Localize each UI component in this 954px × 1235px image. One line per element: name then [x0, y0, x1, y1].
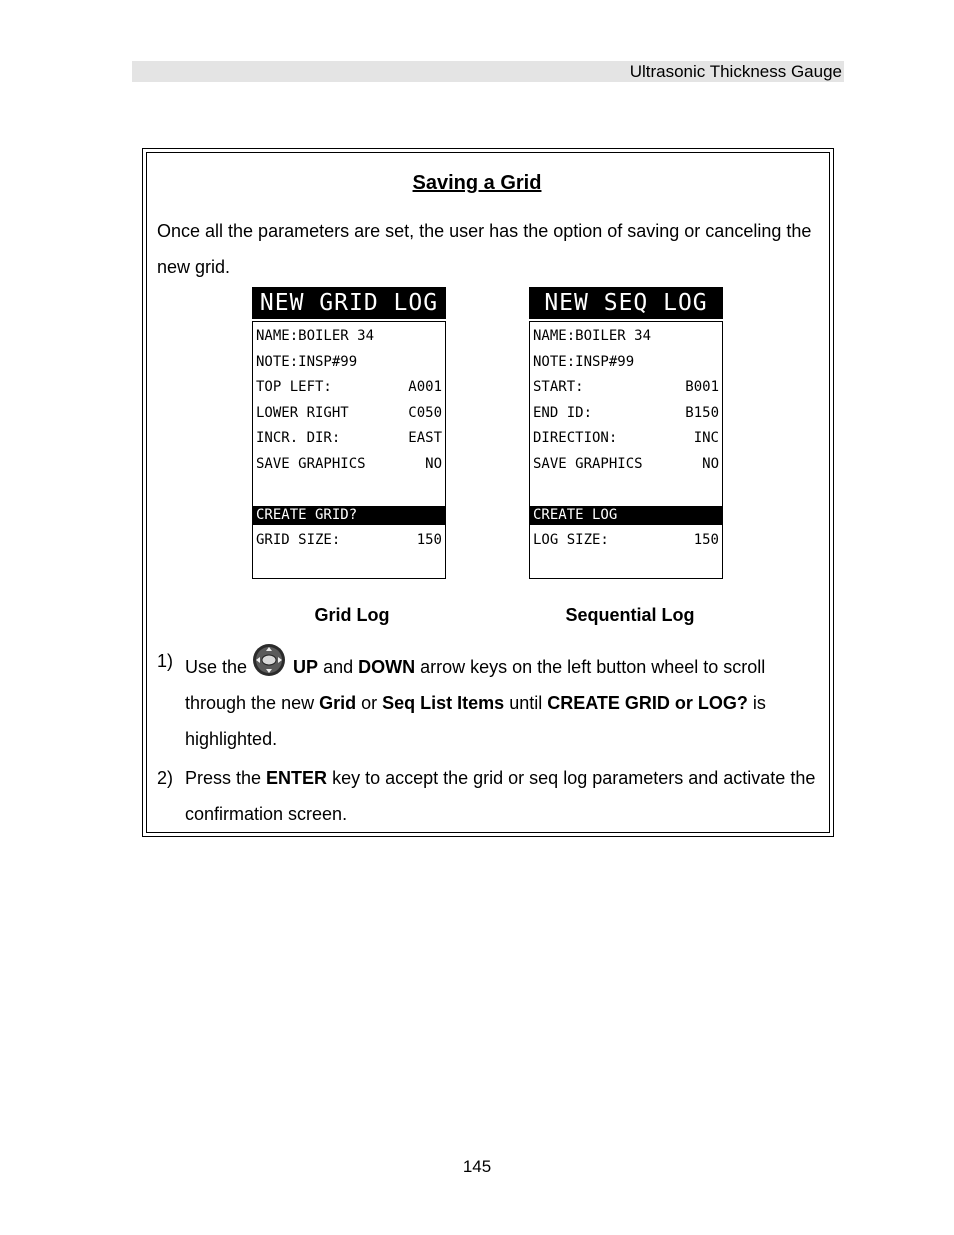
step-number: 2): [157, 768, 174, 788]
row-value: B001: [685, 379, 719, 396]
screen-row: [530, 452, 722, 478]
screen-row: [253, 375, 445, 401]
highlight-label: CREATE LOG: [533, 507, 618, 524]
screen-row: [530, 375, 722, 401]
row-value: NO: [425, 455, 442, 472]
page-number: 145: [462, 1157, 492, 1176]
row-label: LOWER RIGHT: [256, 404, 349, 421]
step-phrase: and: [318, 657, 359, 677]
screen-body: [252, 321, 446, 579]
screen-row: [253, 426, 445, 452]
screen-blank-row: [253, 478, 445, 504]
screen-row: [530, 426, 722, 452]
step-number: 1): [157, 651, 174, 671]
row-label: SAVE GRAPHICS: [533, 455, 643, 472]
size-label: LOG SIZE:: [533, 532, 609, 549]
section-title: Saving a Grid: [412, 172, 542, 194]
sequential-log-screen: [529, 287, 723, 579]
bold-term: CREATE GRID or LOG?: [547, 693, 748, 713]
row-label: NAME:BOILER 34: [256, 328, 375, 344]
grid-log-caption: Grid Log: [314, 605, 390, 625]
screen-row: [253, 350, 445, 376]
screen-title: NEW GRID LOG: [252, 287, 446, 319]
grid-log-screen: [252, 287, 446, 579]
step-phrase: is highlighted.: [185, 693, 766, 749]
bold-term: DOWN: [358, 657, 416, 677]
bold-term: Grid: [319, 693, 357, 713]
screen-body: [529, 321, 723, 579]
screen-row: [530, 401, 722, 427]
running-header: [132, 61, 844, 82]
step-phrase: Press the: [185, 768, 267, 788]
bold-term: UP: [288, 657, 319, 677]
highlight-label: CREATE GRID?: [256, 507, 358, 524]
screen-row: [530, 350, 722, 376]
step-phrase: until: [504, 693, 548, 713]
intro-paragraph: Once all the parameters are set, the user has the option of saving or canceling the new grid.: [157, 221, 812, 277]
row-value: NO: [702, 455, 719, 472]
screen-title: NEW SEQ LOG: [529, 287, 723, 319]
button-wheel-icon: [252, 643, 286, 677]
highlighted-row: [530, 506, 722, 525]
header-title: Ultrasonic Thickness Gauge: [629, 62, 842, 81]
row-value: INC: [693, 430, 719, 447]
size-row: [530, 528, 722, 554]
row-label: START:: [533, 379, 584, 396]
step-text: [185, 760, 827, 832]
size-value: 150: [693, 532, 719, 549]
row-label: TOP LEFT:: [256, 379, 332, 396]
size-label: GRID SIZE:: [256, 532, 341, 549]
row-value: C050: [408, 404, 442, 421]
row-label: NOTE:INSP#99: [256, 353, 358, 370]
row-label: END ID:: [533, 404, 593, 421]
sequential-log-caption: Sequential Log: [565, 605, 695, 625]
row-label: INCR. DIR:: [256, 430, 341, 447]
size-row: [253, 528, 445, 554]
screen-blank-row: [530, 478, 722, 504]
step-phrase: key to accept the grid or seq log parameters and activate the confirmation screen.: [185, 768, 816, 824]
row-value: A001: [408, 379, 442, 396]
screen-row: [253, 401, 445, 427]
row-label: NOTE:INSP#99: [533, 353, 635, 370]
screen-row: [253, 324, 445, 350]
step-phrase: or: [356, 693, 383, 713]
bold-term: Seq List Items: [382, 693, 505, 713]
row-label: DIRECTION:: [533, 430, 618, 447]
size-value: 150: [416, 532, 442, 549]
row-label: NAME:BOILER 34: [533, 328, 652, 344]
step-phrase: Use the: [185, 657, 253, 677]
row-value: B150: [685, 404, 719, 421]
step-text: [185, 643, 827, 757]
highlighted-row: [253, 506, 445, 525]
row-label: SAVE GRAPHICS: [256, 455, 366, 472]
row-value: EAST: [408, 430, 442, 447]
bold-term: ENTER: [266, 768, 328, 788]
step-phrase: arrow keys on the left button wheel to scroll through the new: [185, 657, 766, 713]
step-1: [157, 643, 827, 757]
step-2: [157, 760, 827, 832]
screen-row: [253, 452, 445, 478]
screen-row: [530, 324, 722, 350]
